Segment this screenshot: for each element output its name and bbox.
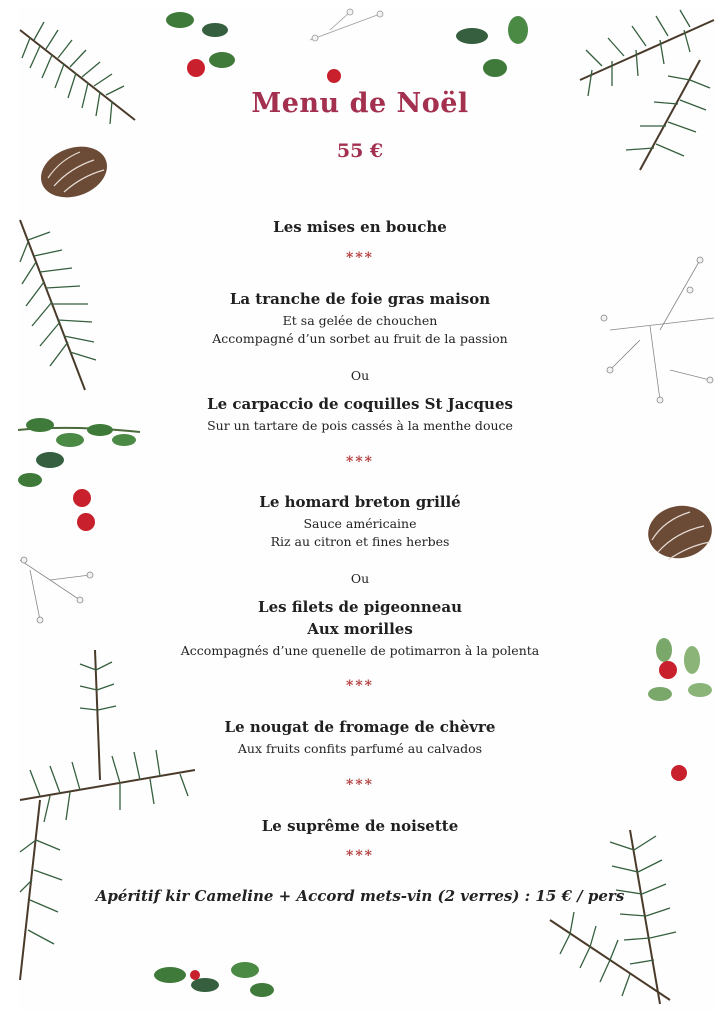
main-2-name: Les filets de pigeonneau — [258, 598, 462, 616]
starter-1-description: Accompagné d’un sorbet au fruit de la passion — [212, 331, 508, 346]
main-1-description: Sauce américaine — [303, 516, 417, 531]
or-label: Ou — [350, 571, 370, 586]
course-separator: *** — [346, 777, 374, 793]
starter-1-description: Et sa gelée de chouchen — [282, 313, 438, 328]
menu-price: 55 € — [336, 140, 384, 162]
menu-title: Menu de Noël — [251, 88, 469, 119]
main-1-description: Riz au citron et fines herbes — [270, 534, 450, 549]
main-1-name: Le homard breton grillé — [259, 493, 461, 511]
main-2-description: Accompagnés d’une quenelle de potimarron à la polenta — [180, 643, 540, 658]
course-amuse-bouche: Les mises en bouche — [273, 218, 447, 236]
or-label: Ou — [350, 368, 370, 383]
course-separator: *** — [346, 678, 374, 694]
course-separator: *** — [346, 848, 374, 864]
holly-top — [166, 12, 528, 83]
babys-breath-top — [310, 9, 383, 41]
holly-left — [18, 418, 140, 531]
cheese-course-description: Aux fruits confits parfumé au calvados — [237, 741, 483, 756]
holly-right — [648, 638, 712, 781]
starter-2-description: Sur un tartare de pois cassés à la menthe douce — [207, 418, 513, 433]
starter-1-name: La tranche de foie gras maison — [229, 290, 491, 308]
starter-2-name: Le carpaccio de coquilles St Jacques — [207, 395, 513, 413]
holly-bottom-left — [154, 962, 274, 997]
pine-branch-bottom-left — [20, 650, 195, 980]
course-separator: *** — [346, 250, 374, 266]
dessert-name: Le suprême de noisette — [261, 817, 459, 835]
cheese-course-name: Le nougat de fromage de chèvre — [224, 718, 496, 736]
course-separator: *** — [346, 454, 374, 470]
aperitif-wine-pairing-offer: Apéritif kir Cameline + Accord mets-vin (2 verres) : 15 € / pers — [95, 887, 625, 905]
main-2-name: Aux morilles — [307, 620, 413, 638]
